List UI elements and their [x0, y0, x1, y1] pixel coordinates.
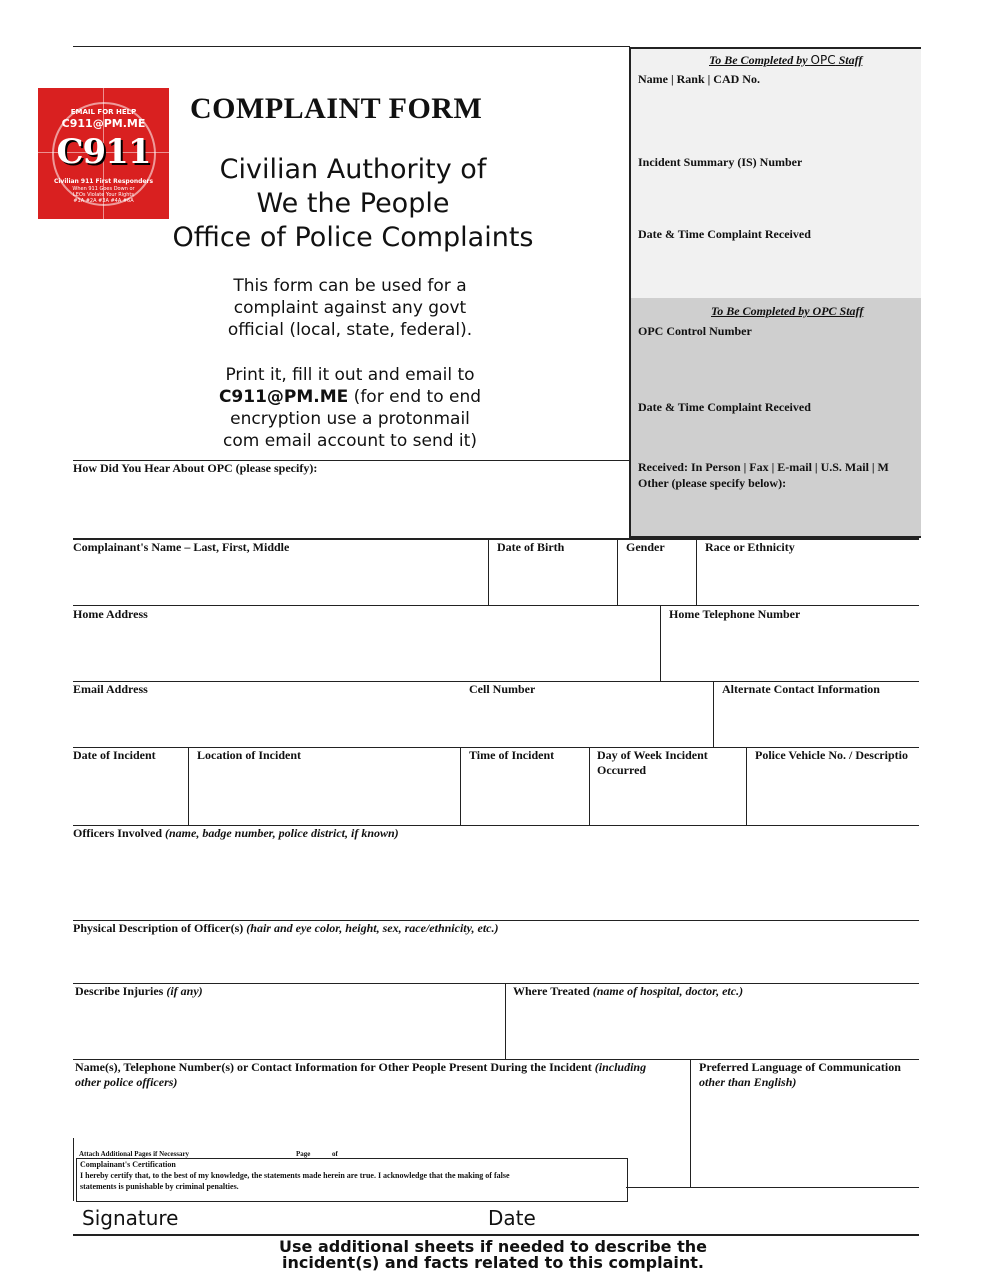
page-label: Page [296, 1150, 311, 1158]
divider [460, 747, 461, 825]
home-telephone-label: Home Telephone Number [669, 607, 801, 621]
divider [488, 538, 489, 605]
signature-label: Signature [82, 1206, 179, 1230]
org-name [130, 153, 576, 255]
signature-rule [73, 1234, 919, 1236]
logo-help-text: EMAIL FOR HELP [70, 108, 137, 116]
date-of-incident-label: Date of Incident [73, 748, 156, 762]
logo-tagline-4: #1A #2A #3A #4A #6A [73, 198, 134, 204]
complainant-name-label: Complainant's Name – Last, First, Middle [73, 540, 290, 554]
opc-control-label: OPC Control Number [638, 324, 752, 338]
org-line-1: Civilian Authority of [219, 154, 487, 185]
email-field[interactable] [73, 698, 463, 745]
physical-description-field[interactable] [73, 938, 918, 982]
staff-box-2-heading: To Be Completed by OPC Staff [711, 304, 864, 318]
divider [713, 681, 714, 747]
intro-line-3: official (local, state, federal). [227, 320, 473, 340]
hear-about-field[interactable] [73, 478, 628, 536]
divider [505, 983, 506, 1059]
preferred-language-label: Preferred Language of Communication [699, 1060, 901, 1074]
intro-text [150, 275, 550, 341]
preferred-language-label-2: other than English) [699, 1075, 797, 1089]
print-line-3: encryption use a protonmail [230, 409, 470, 429]
cell-label: Cell Number [469, 682, 536, 696]
contact-email: C911@PM.ME [218, 387, 349, 407]
complainant-name-field[interactable] [73, 556, 486, 604]
received-other-label: Other (please specify below): [638, 476, 787, 490]
others-present-label: Name(s), Telephone Number(s) or Contact Information for Other People Present During the Incident (including [75, 1060, 647, 1074]
divider [589, 747, 590, 825]
vehicle-field[interactable] [748, 780, 918, 824]
org-line-3: Office of Police Complaints [172, 222, 534, 253]
location-of-incident-field[interactable] [190, 780, 458, 824]
date-received-label-2: Date & Time Complaint Received [638, 400, 811, 414]
day-of-week-field[interactable] [591, 780, 744, 824]
divider [696, 538, 697, 605]
logo-mark: C911 [56, 132, 151, 172]
home-address-field[interactable] [73, 623, 658, 679]
divider [188, 747, 189, 825]
received-method-label: Received: In Person | Fax | E-mail | U.S. Mail | M [638, 460, 889, 474]
home-address-label: Home Address [73, 607, 148, 621]
vehicle-label: Police Vehicle No. / Descriptio [755, 748, 908, 762]
signature-field[interactable] [200, 1202, 470, 1232]
alt-contact-label: Alternate Contact Information [722, 682, 880, 696]
date-label: Date [488, 1206, 536, 1230]
home-telephone-field[interactable] [662, 623, 918, 679]
intro-line-2: complaint against any govt [233, 298, 467, 318]
print-line-1: Print it, fill it out and email to [225, 365, 475, 385]
date-field[interactable] [545, 1202, 915, 1232]
certification-text-1: I hereby certify that, to the best of my knowledge, the statements made herein are true. I acknowledge that the making of false [80, 1171, 510, 1180]
print-line-2 [150, 386, 550, 408]
divider [73, 1138, 74, 1201]
dob-label: Date of Birth [497, 540, 565, 554]
where-treated-label: Where Treated (name of hospital, doctor, etc.) [513, 984, 744, 998]
print-instructions [150, 364, 550, 452]
gender-label: Gender [626, 540, 665, 554]
logo-tagline-2: When 911 Goes Down or [72, 186, 135, 192]
day-of-week-label: Day of Week Incident [597, 748, 708, 762]
time-of-incident-field[interactable] [462, 780, 587, 824]
logo-tagline-3: LEOs Violate Your Rights [73, 192, 134, 198]
intro-line-1: This form can be used for a [233, 276, 467, 296]
org-line-2: We the People [256, 188, 450, 219]
hear-about-label: How Did You Hear About OPC (please specify): [73, 461, 318, 475]
divider [690, 1059, 691, 1187]
cell-field[interactable] [465, 698, 711, 745]
footer-note [150, 1239, 836, 1271]
rule-language-bottom [626, 1187, 919, 1188]
dob-field[interactable] [490, 556, 615, 604]
divider [746, 747, 747, 825]
date-received-label-1: Date & Time Complaint Received [638, 227, 811, 241]
officers-involved-field[interactable] [73, 843, 918, 919]
incident-summary-label: Incident Summary (IS) Number [638, 155, 803, 169]
others-present-field[interactable] [75, 1092, 687, 1138]
top-rule [73, 46, 630, 47]
preferred-language-field[interactable] [692, 1092, 918, 1186]
gender-field[interactable] [619, 556, 694, 604]
where-treated-field[interactable] [507, 1000, 918, 1058]
footer-note-line-1: Use additional sheets if needed to describe the [279, 1237, 707, 1256]
email-label: Email Address [73, 682, 148, 696]
alt-contact-field[interactable] [715, 698, 918, 745]
certification-text-2: statements is punishable by criminal penalties. [80, 1182, 239, 1191]
officers-involved-label: Officers Involved (name, badge number, police district, if known) [73, 826, 399, 840]
day-of-week-label-2: Occurred [597, 763, 647, 777]
location-of-incident-label: Location of Incident [197, 748, 302, 762]
time-of-incident-label: Time of Incident [469, 748, 555, 762]
divider [617, 538, 618, 605]
logo-email: C911@PM.ME [61, 117, 146, 130]
injuries-label: Describe Injuries (if any) [75, 984, 203, 998]
divider [660, 605, 661, 681]
print-line-4: com email account to send it) [223, 431, 477, 451]
others-present-label-2: other police officers) [75, 1075, 178, 1089]
print-line-2-rest: (for end to end [348, 387, 482, 407]
date-of-incident-field[interactable] [73, 780, 186, 824]
staff-name-rank-label: Name | Rank | CAD No. [638, 72, 760, 86]
rule-address [73, 605, 919, 606]
race-label: Race or Ethnicity [705, 540, 795, 554]
injuries-field[interactable] [75, 1000, 503, 1058]
certification-heading: Complainant's Certification [80, 1160, 176, 1169]
of-label: of [332, 1150, 338, 1158]
race-field[interactable] [698, 556, 918, 604]
physical-description-label: Physical Description of Officer(s) (hair and eye color, height, sex, race/ethnicity, etc.) [73, 921, 499, 935]
staff-box-1-heading: To Be Completed by OPC Staff [709, 53, 863, 67]
footer-note-line-2: incident(s) and facts related to this complaint. [282, 1253, 704, 1272]
form-title: COMPLAINT FORM [190, 92, 483, 125]
attach-pages-text: Attach Additional Pages if Necessary [79, 1150, 190, 1158]
logo-tagline: Civilian 911 First Responders [53, 178, 154, 185]
